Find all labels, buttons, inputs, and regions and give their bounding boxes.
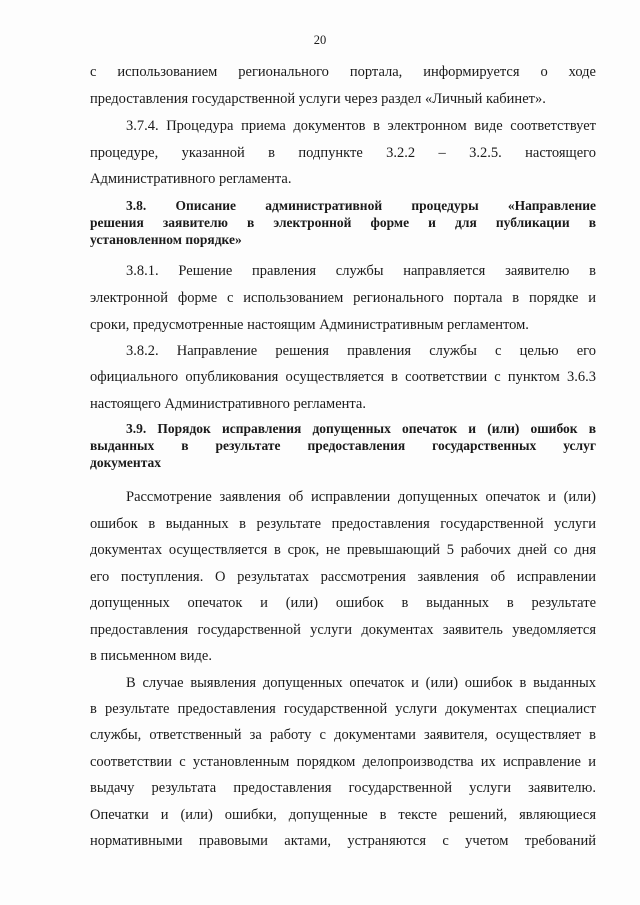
- text-line: Административного регламента.: [90, 171, 292, 187]
- text-line: в результате предоставления государственной услуги документах специалист: [90, 701, 596, 717]
- text-line: сроки, предусмотренные настоящим Административным регламентом.: [90, 317, 529, 333]
- text-line: В случае выявления допущенных опечаток и (или) ошибок в выданных: [126, 675, 596, 691]
- text-line: электронной форме с использованием регионального портала в порядке и: [90, 290, 596, 306]
- section-heading-line: установленном порядке»: [90, 232, 242, 247]
- text-line: ошибок в выданных в результате предоставления государственной услуги: [90, 516, 596, 532]
- text-line: 3.8.1. Решение правления службы направляется заявителю в: [126, 263, 596, 279]
- text-line: 3.8.2. Направление решения правления службы с целью его: [126, 343, 596, 359]
- section-heading-line: 3.9. Порядок исправления допущенных опечаток и (или) ошибок в: [126, 421, 596, 436]
- text-line: процедуре, указанной в подпункте 3.2.2 – 3.2.5. настоящего: [90, 145, 596, 161]
- text-line: службы, ответственный за работу с документами заявителя, осуществляет в: [90, 727, 596, 743]
- text-line: в письменном виде.: [90, 648, 212, 664]
- section-heading-line: выданных в результате предоставления государственных услуг: [90, 438, 596, 453]
- text-line: настоящего Административного регламента.: [90, 396, 366, 412]
- text-line: Рассмотрение заявления об исправлении допущенных опечаток и (или): [126, 489, 596, 505]
- section-heading-line: 3.8. Описание административной процедуры «Направление: [126, 198, 596, 213]
- text-line: официального опубликования осуществляется в соответствии с пунктом 3.6.3: [90, 369, 596, 385]
- text-line: Опечатки и (или) ошибки, допущенные в тексте решений, являющиеся: [90, 807, 596, 823]
- text-line: 3.7.4. Процедура приема документов в электронном виде соответствует: [126, 118, 596, 134]
- text-line: допущенных опечаток и (или) ошибок в выданных в результате: [90, 595, 596, 611]
- text-line: документах осуществляется в срок, не превышающий 5 рабочих дней со дня: [90, 542, 596, 558]
- page-number: 20: [313, 33, 327, 47]
- text-line: соответствии с установленным порядком делопроизводства их исправление и: [90, 754, 596, 770]
- text-line: с использованием регионального портала, информируется о ходе: [90, 64, 596, 80]
- text-line: выдачу результата предоставления государственной услуги заявителю.: [90, 780, 596, 796]
- section-heading-line: документах: [90, 455, 162, 470]
- text-line: предоставления государственной услуги через раздел «Личный кабинет».: [90, 91, 546, 107]
- text-line: предоставления государственной услуги документах заявитель уведомляется: [90, 622, 596, 638]
- section-heading-line: решения заявителю в электронной форме и для публикации в: [90, 215, 596, 230]
- text-line: его поступления. О результатах рассмотрения заявления об исправлении: [90, 569, 596, 585]
- text-line: нормативными правовыми актами, устраняются с учетом требований: [90, 833, 596, 849]
